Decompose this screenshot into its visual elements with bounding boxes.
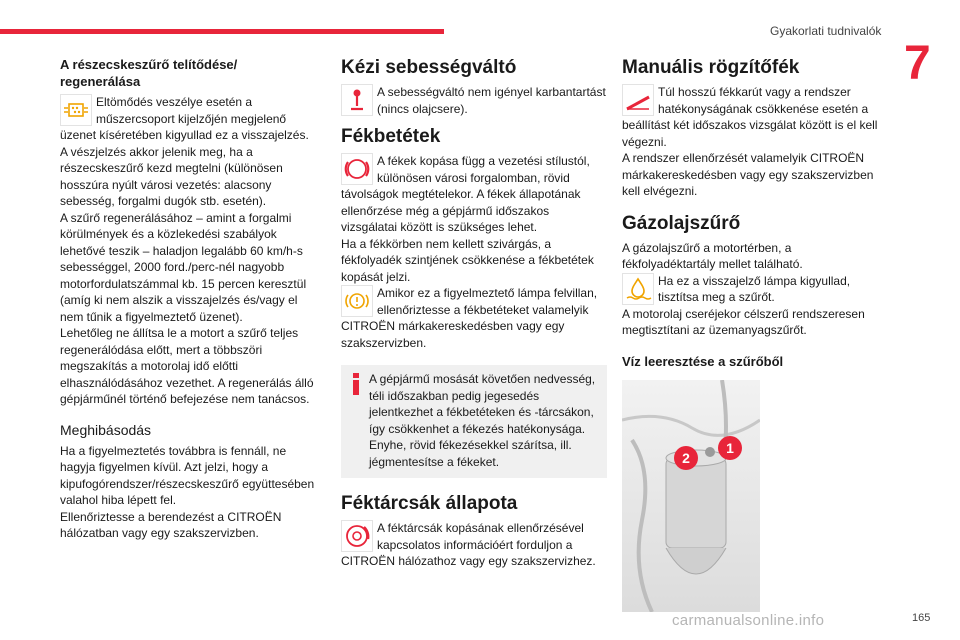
paragraph: Túl hosszú fékkarút vagy a rendszer hatékonyságának csökkenése esetén a beállítást két időszakos vizsgálat között is el kell végezni. — [622, 85, 878, 149]
chapter-number: 7 — [904, 37, 931, 90]
paragraph: Ha ez a visszajelző lámpa kigyullad, tisztítsa meg a szűrőt. — [658, 273, 851, 304]
info-text: A gépjármű mosását követően nedvesség, téli időszakban pedig jegesedés jelentkezhet a fékbetéteken és -tárcsákon, így csökkenhet a fékezés hatékonysága. Enyhe, rövid fékezésekkel szárítsa, ill. jégmentesítse a fékeket. — [369, 372, 596, 469]
particle-filter-warning-icon — [60, 94, 92, 126]
dpf-warning-block — [60, 94, 318, 144]
paragraph: Ha a figyelmeztetés továbbra is fennáll, ne hagyja figyelmen kívül. Azt jelzi, hogy a kipufogórendszer/részecskeszűrő együttesében valahol hiba lépett fel. — [60, 443, 315, 507]
diesel-filter-photo — [622, 380, 760, 612]
paragraph: A féktárcsák kopásának ellenőrzésével kapcsolatos információért forduljon a CITROËN hálózathoz vagy egy szakszervizhez. — [341, 521, 596, 568]
paragraph: A sebességváltó nem igényel karbantartást (nincs olajcsere). — [377, 85, 606, 116]
brake-discs-block — [341, 520, 607, 570]
heading-water-drain: Víz leeresztése a szűrőből — [622, 353, 784, 369]
heading-manual-gearbox: Kézi sebességváltó — [341, 57, 517, 78]
parking-brake-block — [622, 84, 884, 150]
water-in-diesel-warning-icon — [622, 273, 654, 305]
column-2 — [341, 56, 607, 570]
info-box — [341, 365, 607, 478]
brake-warning-block — [341, 285, 607, 351]
paragraph: Amikor ez a figyelmeztető lámpa felvillan, ellenőriztesse a fékbetéteket valamelyik CITROËN márkakereskedésben vagy egy szakszervizben. — [341, 286, 598, 350]
section-title: Gyakorlati tudnivalók — [770, 24, 882, 38]
callout-1 — [718, 436, 742, 460]
heading-diesel-filter: Gázolajszűrő — [622, 212, 741, 234]
parking-brake-lever-icon — [622, 84, 654, 116]
paragraph: A motorolaj cseréjekor célszerű rendszeresen megtisztítani az üzemanyagszűrőt. — [622, 306, 865, 337]
brake-warning-icon — [341, 285, 373, 317]
header-accent-bar — [0, 29, 444, 34]
heading-brake-discs: Féktárcsák állapota — [341, 493, 518, 514]
paragraph: A fékek kopása függ a vezetési stílustól, különösen városi forgalomban, rövid távolságok megtételekor. A fékek állapotának ellenőrzése még a gépjármű időszakos vizsgálatai között is szükséges lehet. — [341, 154, 590, 234]
diesel-filter-warning-block — [622, 273, 884, 306]
heading-malfunction: Meghibásodás — [60, 421, 152, 438]
callout-2 — [674, 446, 698, 470]
column-1 — [60, 56, 318, 542]
watermark: carmanualsonline.info — [672, 612, 825, 629]
info-icon — [353, 373, 359, 395]
paragraph: Ellenőriztesse a berendezést a CITROËN hálózatban vagy egy szakszervizben. — [60, 509, 282, 540]
svg-text:2: 2 — [682, 449, 690, 466]
brake-pads-block — [341, 153, 607, 236]
gearbox-block — [341, 84, 607, 117]
paragraph: A rendszer ellenőrzését valamelyik CITROËN márkakereskedésben vagy egy szakszervizben kell elvégezni. — [622, 151, 874, 198]
column-3 — [622, 56, 884, 612]
page-number: 165 — [912, 612, 931, 624]
heading-parking-brake: Manuális rögzítőfék — [622, 57, 800, 78]
svg-text:1: 1 — [726, 439, 734, 456]
paragraph: A szűrő regenerálásához – amint a forgalmi körülmények és a közlekedési szabályok lehetővé teszik – haladjon legalább 60 km/h-s sebességgel, 2000 ford./perc-nél nagyobb motorfordulatszámmal kb. 15 percen keresztül (amíg ki nem alszik a visszajelzés és/vagy el nem tűnik a figyelmeztető üzenet). — [60, 210, 307, 324]
heading-brake-pads: Fékbetétek — [341, 126, 441, 147]
paragraph: Eltömődés veszélye esetén a műszercsoport kijelzőjén megjelenő üzenet kíséretében kigyullad ez a visszajelzés. — [60, 95, 309, 142]
paragraph: A vészjelzés akkor jelenik meg, ha a részecskeszűrő kezd megtelni (különösen hosszúra nyúlt városi vezetés: alacsony sebesség, forgalmi dugók stb. esetén). — [60, 144, 283, 208]
paragraph: A gázolajszűrő a motortérben, a fékfolyadéktartály mellet található. — [622, 240, 803, 271]
gear-lever-icon — [341, 84, 373, 116]
brake-pad-icon — [341, 153, 373, 185]
heading-dpf-regeneration: A részecskeszűrő telítődése/ regenerálása — [60, 57, 238, 89]
paragraph: Ha a fékkörben nem kellett szivárgás, a fékfolyadék szintjének csökkenése a fékbetétek kopását jelzi. — [341, 236, 594, 284]
brake-disc-icon — [341, 520, 373, 552]
paragraph: Lehetőleg ne állítsa le a motort a szűrő teljes regenerálódása előtt, mert a többszöri megszakítás a motorolaj idő előtti elhasználódásához vezethet. A regenerálás álló gépjárműnél történő befejezése nem tanácsos. — [60, 326, 314, 406]
